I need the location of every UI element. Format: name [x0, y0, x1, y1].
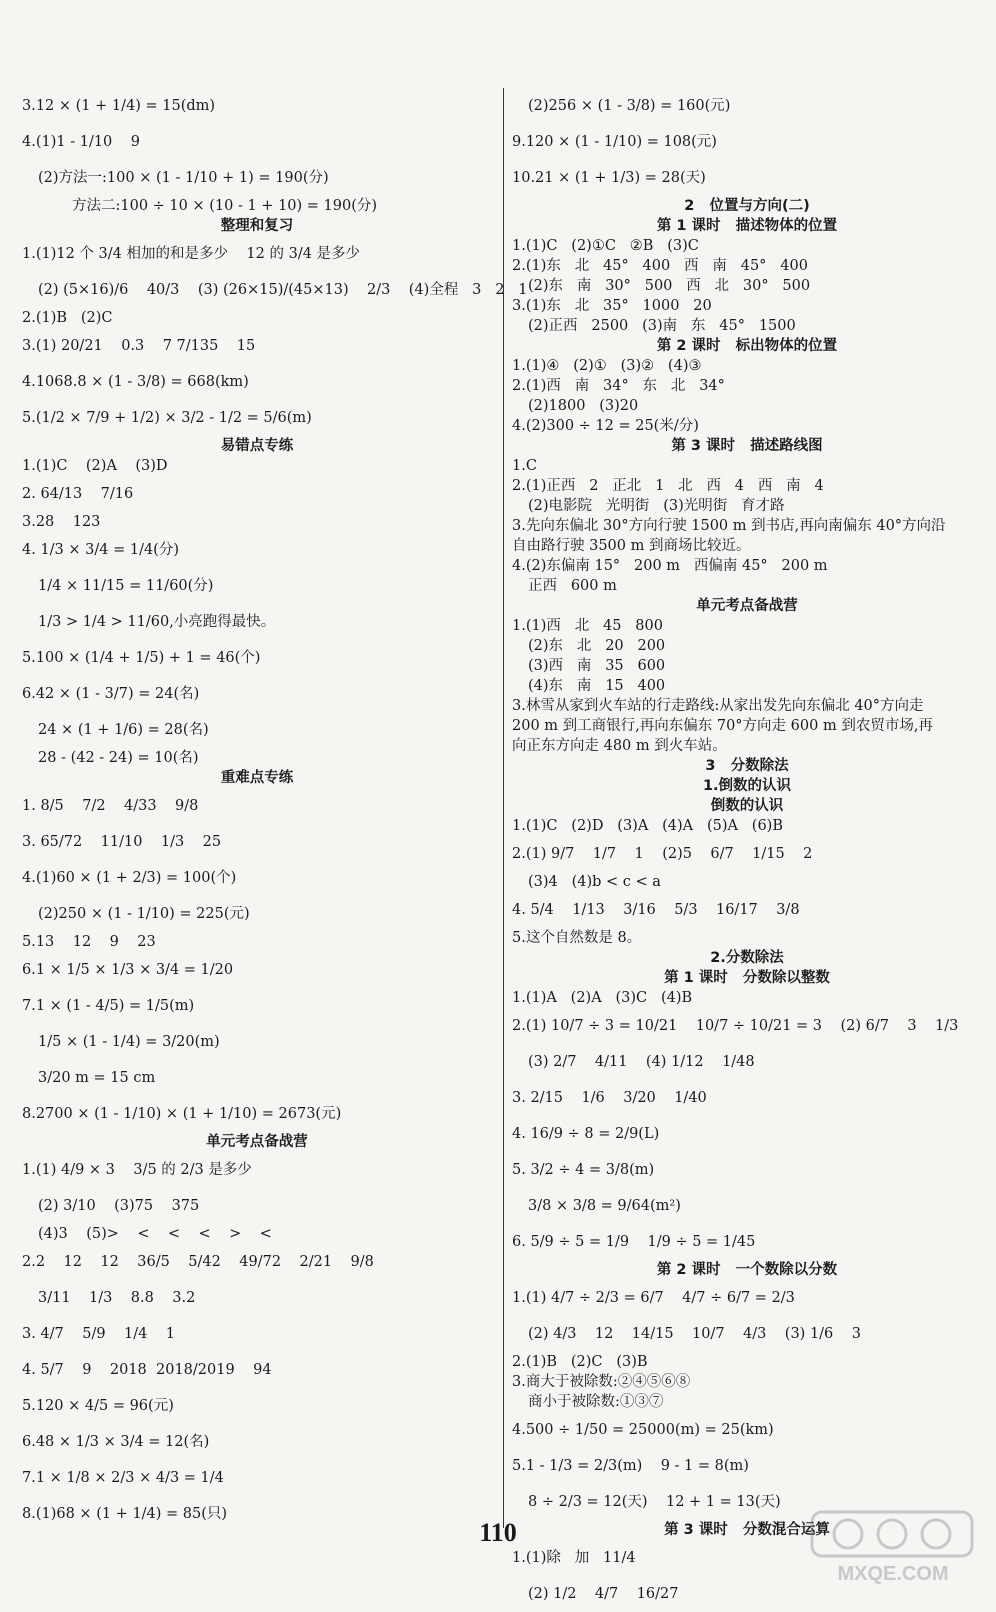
answer-line	[22, 364, 492, 400]
answer-line	[512, 988, 982, 1008]
answer-line	[512, 1392, 982, 1412]
answer-line	[22, 748, 492, 768]
answer-line	[22, 676, 492, 712]
answer-text: 5.(1/2 × 7/9 + 1/2) × 3/2 - 1/2 = 5/6(m)	[22, 410, 312, 426]
answer-text: 2. 64/13 7/16	[22, 486, 134, 502]
answer-text: 重难点专练	[220, 770, 294, 786]
answer-text: 5. 3/2 ÷ 4 = 3/8(m)	[512, 1162, 655, 1178]
section-heading	[512, 756, 982, 776]
answer-line	[22, 952, 492, 988]
answer-line	[512, 496, 982, 516]
answer-text: 3.12 × (1 + 1/4) = 15(dm)	[22, 98, 216, 114]
answer-line	[22, 1280, 492, 1316]
answer-text: (2)电影院 光明街 (3)光明街 育才路	[528, 498, 785, 514]
answer-text: 1.(1)④ (2)① (3)② (4)③	[512, 358, 702, 374]
answer-text: 3. 4/7 5/9 1/4 1	[22, 1326, 175, 1342]
answer-text: 整理和复习	[220, 218, 294, 234]
answer-line	[22, 1060, 492, 1096]
answer-line	[22, 788, 492, 824]
answer-text: 1.(1)C (2)①C ②B (3)C	[512, 238, 699, 254]
answer-text: 倒数的认识	[710, 798, 784, 814]
answer-text: 易错点专练	[220, 438, 294, 454]
section-heading	[512, 796, 982, 816]
answer-line	[512, 256, 982, 276]
answer-line	[512, 816, 982, 836]
answer-text: 9.120 × (1 - 1/10) = 108(元)	[512, 134, 717, 150]
answer-text: 1.(1)除 加 11/4	[512, 1550, 636, 1566]
answer-text: 4.1068.8 × (1 - 3/8) = 668(km)	[22, 374, 249, 390]
answer-text: (2) 4/3 12 14/15 10/7 4/3 (3) 1/6 3	[528, 1326, 861, 1342]
answer-text: 2.2 12 12 36/5 5/42 49/72 2/21 9/8	[22, 1254, 374, 1270]
answer-text: 3.28 123	[22, 514, 101, 530]
answer-text: 第 3 课时 分数混合运算	[664, 1522, 830, 1538]
answer-text: 自由路行驶 3500 m 到商场比较近。	[512, 538, 751, 554]
answer-line	[22, 1152, 492, 1188]
answer-text: 1.(1)C (2)D (3)A (4)A (5)A (6)B	[512, 818, 783, 834]
section-heading	[512, 336, 982, 356]
answer-line	[512, 872, 982, 892]
answer-line	[512, 236, 982, 256]
answer-text: 3/20 m = 15 cm	[38, 1070, 156, 1086]
answer-text: 6. 5/9 ÷ 5 = 1/9 1/9 ÷ 5 = 1/45	[512, 1234, 756, 1250]
section-heading	[512, 1260, 982, 1280]
answer-line	[512, 396, 982, 416]
answer-text: 方法二:100 ÷ 10 × (10 - 1 + 10) = 190(分)	[72, 198, 378, 214]
answer-line	[22, 1388, 492, 1424]
answer-line	[22, 236, 492, 272]
answer-line	[22, 1424, 492, 1460]
answer-text: 4.(2)300 ÷ 12 = 25(米/分)	[512, 418, 699, 434]
answer-line	[22, 400, 492, 436]
answer-text: 6.1 × 1/5 × 1/3 × 3/4 = 1/20	[22, 962, 234, 978]
answer-text: 2.(1)B (2)C	[22, 310, 113, 326]
answer-text: 6.42 × (1 - 3/7) = 24(名)	[22, 686, 200, 702]
section-heading	[512, 596, 982, 616]
answer-line	[512, 1316, 982, 1352]
answer-line	[22, 604, 492, 640]
answer-line	[512, 716, 982, 736]
answer-line	[512, 736, 982, 756]
answer-text: 2.分数除法	[710, 950, 784, 966]
answer-text: 3. 65/72 11/10 1/3 25	[22, 834, 222, 850]
answer-line	[22, 824, 492, 860]
section-heading	[22, 1132, 492, 1152]
answer-text: 2.(1) 10/7 ÷ 3 = 10/21 10/7 ÷ 10/21 = 3 (2) 6/7 3 1/3	[512, 1018, 959, 1034]
answer-text: 28 - (42 - 24) = 10(名)	[38, 750, 199, 766]
answer-text: 3.林雪从家到火车站的行走路线:从家出发先向东偏北 40°方向走	[512, 698, 924, 714]
section-heading	[512, 216, 982, 236]
answer-line	[512, 1224, 982, 1260]
answer-text: 第 2 课时 一个数除以分数	[656, 1262, 838, 1278]
answer-text: 3/11 1/3 8.8 3.2	[38, 1290, 196, 1306]
answer-text: 1.(1) 4/9 × 3 3/5 的 2/3 是多少	[22, 1162, 252, 1178]
answer-line	[22, 124, 492, 160]
section-heading	[512, 436, 982, 456]
answer-line	[512, 476, 982, 496]
page-number: 110	[479, 1518, 517, 1547]
answer-text: (2)东 南 30° 500 西 北 30° 500	[528, 278, 811, 294]
answer-line	[22, 512, 492, 532]
answer-text: 1.(1) 4/7 ÷ 2/3 = 6/7 4/7 ÷ 6/7 = 2/3	[512, 1290, 795, 1306]
answer-text: 1/3 > 1/4 > 11/60,小亮跑得最快。	[38, 614, 276, 630]
answer-text: 第 3 课时 描述路线图	[671, 438, 823, 454]
answer-text: 1/4 × 11/15 = 11/60(分)	[38, 578, 214, 594]
answer-line	[512, 1080, 982, 1116]
answer-line	[512, 1188, 982, 1224]
answer-text: 向正东方向走 480 m 到火车站。	[512, 738, 727, 754]
answer-text: (3)4 (4)b < c < a	[528, 874, 661, 890]
answer-line	[512, 556, 982, 576]
section-heading	[512, 196, 982, 216]
answer-line	[512, 316, 982, 336]
answer-line	[512, 416, 982, 436]
answer-text: (2) (5×16)/6 40/3 (3) (26×15)/(45×13) 2/3 (4)全程 3 2 1	[38, 282, 528, 298]
answer-line	[22, 1024, 492, 1060]
answer-line	[512, 1116, 982, 1152]
answer-text: (2)250 × (1 - 1/10) = 225(元)	[38, 906, 250, 922]
right-column	[512, 88, 982, 1612]
answer-text: 2.(1)西 南 34° 东 北 34°	[512, 378, 725, 394]
answer-text: (4)东 南 15 400	[528, 678, 666, 694]
answer-line	[22, 932, 492, 952]
answer-text: 10.21 × (1 + 1/3) = 28(天)	[512, 170, 706, 186]
answer-text: 3.商大于被除数:②④⑤⑥⑧	[512, 1374, 691, 1390]
answer-line	[512, 576, 982, 596]
section-heading	[22, 436, 492, 456]
answer-line	[22, 988, 492, 1024]
answer-text: 1.(1)A (2)A (3)C (4)B	[512, 990, 693, 1006]
answer-line	[512, 1448, 982, 1484]
answer-text: 5.1 - 1/3 = 2/3(m) 9 - 1 = 8(m)	[512, 1458, 749, 1474]
answer-line	[22, 1460, 492, 1496]
answer-text: (3) 2/7 4/11 (4) 1/12 1/48	[528, 1054, 755, 1070]
answer-text: 200 m 到工商银行,再向东偏东 70°方向走 600 m 到农贸市场,再	[512, 718, 933, 734]
answer-line	[22, 1224, 492, 1244]
answer-text: 2.(1) 9/7 1/7 1 (2)5 6/7 1/15 2	[512, 846, 813, 862]
answer-line	[512, 928, 982, 948]
answer-text: 1/5 × (1 - 1/4) = 3/20(m)	[38, 1034, 220, 1050]
answer-text: 单元考点备战营	[696, 598, 798, 614]
answer-line	[22, 456, 492, 476]
answer-line	[512, 1372, 982, 1392]
column-divider	[503, 88, 504, 1528]
answer-text: 4. 1/3 × 3/4 = 1/4(分)	[22, 542, 180, 558]
answer-text: 1.(1)C (2)A (3)D	[22, 458, 168, 474]
answer-text: (2)256 × (1 - 3/8) = 160(元)	[528, 98, 731, 114]
section-heading	[22, 216, 492, 236]
answer-line	[22, 476, 492, 512]
answer-text: 8 ÷ 2/3 = 12(天) 12 + 1 = 13(天)	[528, 1494, 781, 1510]
answer-line	[22, 1352, 492, 1388]
answer-text: (2) 1/2 4/7 16/27	[528, 1586, 679, 1602]
answer-text: 3.先向东偏北 30°方向行驶 1500 m 到书店,再向南偏东 40°方向沿	[512, 518, 946, 534]
answer-line	[22, 860, 492, 896]
answer-text: 7.1 × (1 - 4/5) = 1/5(m)	[22, 998, 195, 1014]
answer-line	[512, 160, 982, 196]
answer-line	[512, 636, 982, 656]
answer-text: 2.(1)B (2)C (3)B	[512, 1354, 648, 1370]
answer-line	[512, 616, 982, 636]
answer-line	[22, 160, 492, 196]
answer-line	[512, 892, 982, 928]
answer-text: 第 1 课时 描述物体的位置	[656, 218, 838, 234]
answer-text: 4.(2)东偏南 15° 200 m 西偏南 45° 200 m	[512, 558, 828, 574]
answer-text: 3. 2/15 1/6 3/20 1/40	[512, 1090, 707, 1106]
answer-text: 7.1 × 1/8 × 2/3 × 4/3 = 1/4	[22, 1470, 224, 1486]
answer-line	[22, 1244, 492, 1280]
answer-text: 1.C	[512, 458, 537, 474]
answer-line	[512, 1280, 982, 1316]
answer-line	[512, 656, 982, 676]
answer-text: 8.2700 × (1 - 1/10) × (1 + 1/10) = 2673(元)	[22, 1106, 342, 1122]
answer-line	[512, 696, 982, 716]
answer-text: 3 分数除法	[705, 758, 789, 774]
answer-line	[22, 568, 492, 604]
answer-text: 3/8 × 3/8 = 9/64(m²)	[528, 1198, 681, 1214]
answer-line	[22, 196, 492, 216]
answer-text: (3)西 南 35 600	[528, 658, 666, 674]
answer-text: 4. 16/9 ÷ 8 = 2/9(L)	[512, 1126, 660, 1142]
answer-line	[512, 1008, 982, 1044]
answer-text: 2.(1)东 北 45° 400 西 南 45° 400	[512, 258, 808, 274]
answer-line	[22, 712, 492, 748]
answer-line	[512, 376, 982, 396]
answer-line	[512, 1412, 982, 1448]
answer-text: 3.(1)东 北 35° 1000 20	[512, 298, 712, 314]
answer-text: (4)3 (5)> < < < > <	[38, 1226, 272, 1242]
answer-line	[22, 640, 492, 676]
answer-text: 4.500 ÷ 1/50 = 25000(m) = 25(km)	[512, 1422, 774, 1438]
answer-line	[22, 896, 492, 932]
section-heading	[512, 948, 982, 968]
answer-text: 8.(1)68 × (1 + 1/4) = 85(只)	[22, 1506, 228, 1522]
answer-text: 1.(1)西 北 45 800	[512, 618, 663, 634]
answer-line	[512, 536, 982, 556]
answer-line	[512, 356, 982, 376]
answer-text: 第 1 课时 分数除以整数	[664, 970, 830, 986]
answer-text: 1.倒数的认识	[702, 778, 792, 794]
answer-text: (2)东 北 20 200	[528, 638, 666, 654]
answer-text: (2)1800 (3)20	[528, 398, 639, 414]
answer-text: 4. 5/4 1/13 3/16 5/3 16/17 3/8	[512, 902, 800, 918]
answer-text: 单元考点备战营	[206, 1134, 308, 1150]
answer-text: 2.(1)正西 2 正北 1 北 西 4 西 南 4	[512, 478, 824, 494]
answer-line	[512, 1352, 982, 1372]
answer-text: (2)方法一:100 × (1 - 1/10 + 1) = 190(分)	[38, 170, 329, 186]
section-heading	[512, 776, 982, 796]
answer-line	[512, 124, 982, 160]
answer-line	[512, 836, 982, 872]
answer-text: 5.120 × 4/5 = 96(元)	[22, 1398, 174, 1414]
watermark-logo	[808, 1508, 978, 1588]
answer-line	[512, 456, 982, 476]
answer-text: 4.(1)1 - 1/10 9	[22, 134, 140, 150]
answer-text: 3.(1) 20/21 0.3 7 7/135 15	[22, 338, 256, 354]
answer-line	[22, 328, 492, 364]
answer-text: 商小于被除数:①③⑦	[528, 1394, 664, 1410]
answer-line	[22, 1096, 492, 1132]
answer-text: 4. 5/7 9 2018 2018/2019 94	[22, 1362, 272, 1378]
answer-text: 1.(1)12 个 3/4 相加的和是多少 12 的 3/4 是多少	[22, 246, 361, 262]
answer-text: 6.48 × 1/3 × 3/4 = 12(名)	[22, 1434, 210, 1450]
answer-line	[22, 308, 492, 328]
svg-text:MXQE.COM: MXQE.COM	[837, 1563, 949, 1585]
answer-text: 5.100 × (1/4 + 1/5) + 1 = 46(个)	[22, 650, 261, 666]
answer-text: (2)正西 2500 (3)南 东 45° 1500	[528, 318, 796, 334]
answer-line	[512, 276, 982, 296]
answer-line	[22, 1316, 492, 1352]
answer-text: 5.这个自然数是 8。	[512, 930, 642, 946]
answer-text: 1. 8/5 7/2 4/33 9/8	[22, 798, 199, 814]
answer-text: 5.13 12 9 23	[22, 934, 156, 950]
section-heading	[512, 968, 982, 988]
answer-line	[22, 88, 492, 124]
answer-line	[22, 272, 528, 308]
answer-line	[22, 1188, 492, 1224]
answer-text: 4.(1)60 × (1 + 2/3) = 100(个)	[22, 870, 237, 886]
section-heading	[22, 768, 492, 788]
answer-line	[512, 88, 982, 124]
answer-text: 24 × (1 + 1/6) = 28(名)	[38, 722, 209, 738]
answer-line	[512, 516, 982, 536]
answer-text: 第 2 课时 标出物体的位置	[656, 338, 838, 354]
answer-text: 正西 600 m	[528, 578, 617, 594]
answer-line	[22, 532, 492, 568]
left-column	[22, 88, 528, 1532]
answer-line	[512, 676, 982, 696]
answer-text: 2 位置与方向(二)	[684, 198, 810, 214]
answer-text: (2) 3/10 (3)75 375	[38, 1198, 200, 1214]
answer-line	[512, 1152, 982, 1188]
answer-line	[512, 1044, 982, 1080]
answer-line	[512, 296, 982, 316]
